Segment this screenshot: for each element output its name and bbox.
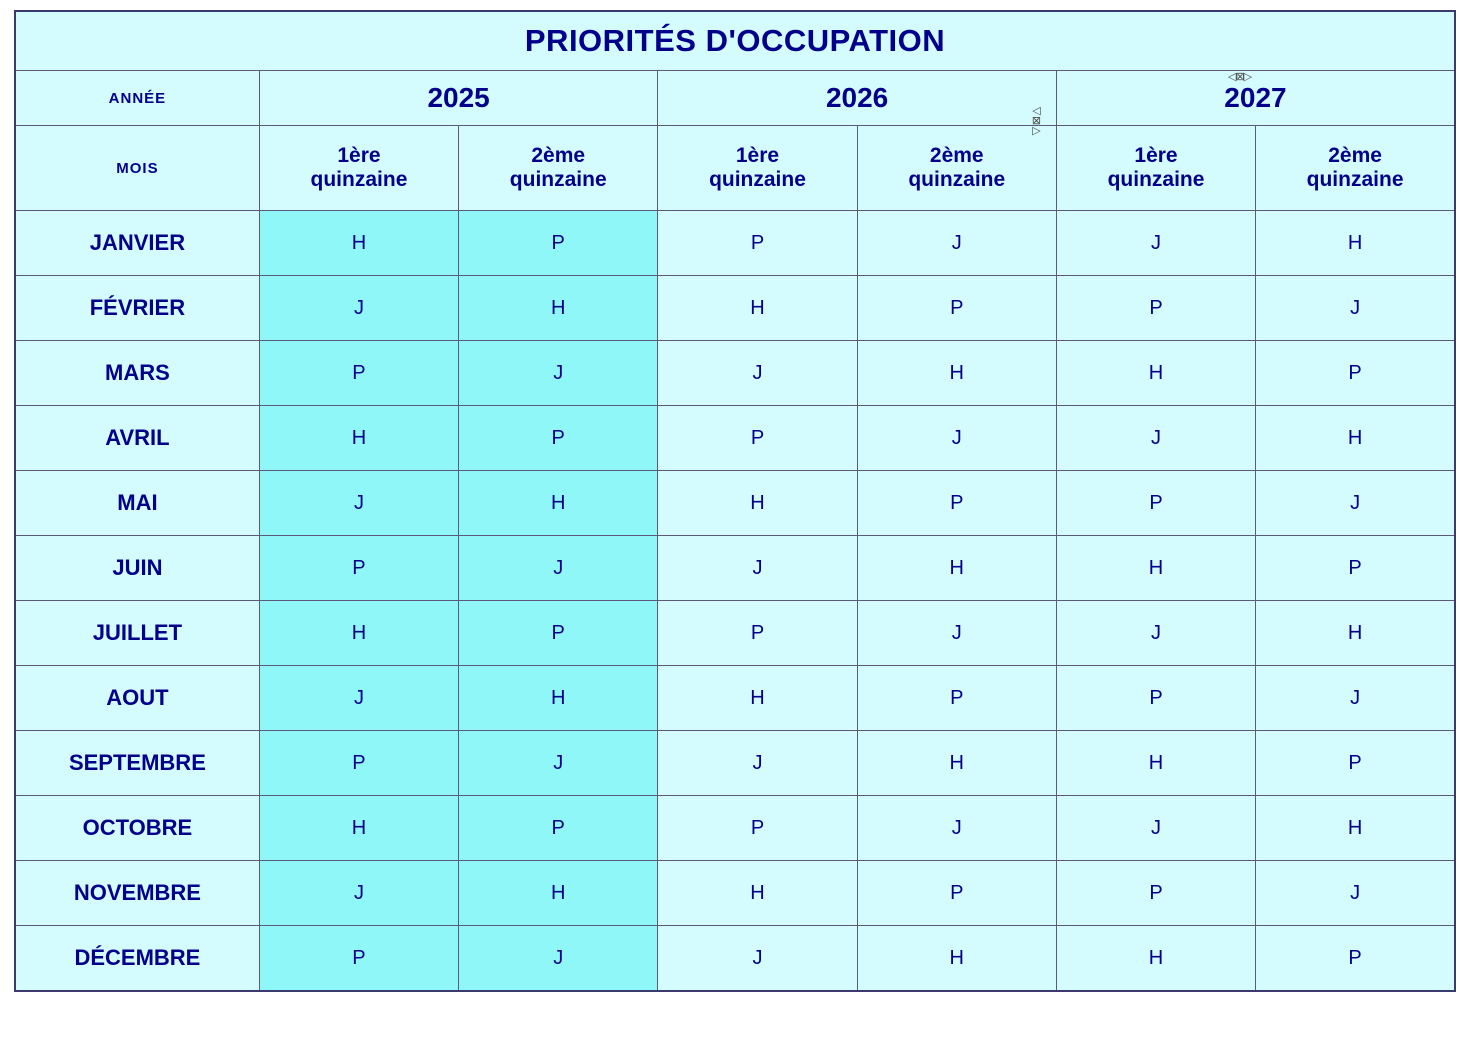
cell-value: H [857,731,1056,796]
cell-value: P [459,406,658,471]
row-resize-handle-icon[interactable]: ◁⊠▷ [1030,104,1042,137]
cell-value: H [1056,536,1255,601]
year-header-2027: 2027 [1056,71,1455,126]
table-row [15,406,1455,471]
table-row [15,211,1455,276]
table-row [15,796,1455,861]
cell-value: P [1256,341,1455,406]
cell-value: J [259,861,458,926]
table-row [15,341,1455,406]
month-label: OCTOBRE [15,796,259,861]
cell-value: H [1056,341,1255,406]
table-row [15,861,1455,926]
month-label: MARS [15,341,259,406]
cell-value: J [1256,276,1455,341]
cell-value: J [1056,796,1255,861]
half-header-2027-1 [1056,126,1255,211]
half-header-2025-1 [259,126,458,211]
year-header-2026: 2026 [658,71,1057,126]
cell-value: J [1256,471,1455,536]
half-header-line1: 1ère [337,143,381,167]
cell-value: H [857,926,1056,992]
cell-value: P [259,341,458,406]
page-title: PRIORITÉS D'OCCUPATION [15,11,1455,71]
cell-value: P [658,601,857,666]
half-header-line1: 1ère [735,143,780,167]
half-header-line2: quinzaine [908,168,1006,191]
cell-value: H [259,406,458,471]
half-header-line2: quinzaine [709,168,806,191]
cell-value: H [1056,731,1255,796]
cell-value: H [259,211,458,276]
cell-value: J [1256,861,1455,926]
month-label: AVRIL [15,406,259,471]
cell-value: P [857,276,1056,341]
header-mois-label: MOIS [15,126,259,211]
cell-value: H [259,796,458,861]
month-label: SEPTEMBRE [15,731,259,796]
cell-value: J [259,276,458,341]
table-row [15,666,1455,731]
half-header-2026-2 [857,126,1056,211]
half-header-line1: 2ème [1328,143,1382,167]
half-header-line2: quinzaine [1107,168,1205,191]
month-label: MAI [15,471,259,536]
cell-value: H [658,471,857,536]
cell-value: H [459,666,658,731]
month-label: JUIN [15,536,259,601]
half-header-line1: 2ème [531,143,586,167]
cell-value: P [459,796,658,861]
cell-value: H [1056,926,1255,992]
cell-value: J [857,796,1056,861]
cell-value: J [1056,601,1255,666]
cell-value: P [658,211,857,276]
month-label: NOVEMBRE [15,861,259,926]
half-header-line2: quinzaine [310,168,408,191]
cell-value: J [259,471,458,536]
cell-value: J [459,926,658,992]
cell-value: J [459,341,658,406]
month-label: FÉVRIER [15,276,259,341]
cell-value: H [459,276,658,341]
cell-value: P [1256,926,1455,992]
cell-value: P [857,861,1056,926]
cell-value: P [1256,731,1455,796]
cell-value: P [857,666,1056,731]
half-header-line2: quinzaine [509,168,607,191]
table-row [15,471,1455,536]
cell-value: P [658,796,857,861]
cell-value: H [857,341,1056,406]
half-header-line2: quinzaine [1306,168,1404,191]
table-row [15,731,1455,796]
half-header-2025-2 [459,126,658,211]
cell-value: H [1256,406,1455,471]
cell-value: P [1256,536,1455,601]
cell-value: J [459,731,658,796]
cell-value: P [1056,861,1255,926]
cell-value: J [1056,211,1255,276]
cell-value: P [459,601,658,666]
cell-value: J [658,731,857,796]
cell-value: J [857,211,1056,276]
cell-value: P [1056,666,1255,731]
table-row [15,276,1455,341]
cell-value: H [658,861,857,926]
half-header-line1: 2ème [929,143,984,167]
cell-value: P [857,471,1056,536]
cell-value: H [459,861,658,926]
cell-value: H [857,536,1056,601]
header-annee-label: ANNÉE [15,71,259,126]
cell-value: J [658,926,857,992]
half-header-line1: 1ère [1134,143,1178,167]
cell-value: J [259,666,458,731]
year-header-2025: 2025 [259,71,658,126]
cell-value: H [259,601,458,666]
month-label: JUILLET [15,601,259,666]
cell-value: P [658,406,857,471]
cell-value: J [658,341,857,406]
cell-value: H [459,471,658,536]
month-label: AOUT [15,666,259,731]
cell-value: P [259,731,458,796]
cell-value: P [1056,471,1255,536]
table-half-row [15,126,1455,211]
cell-value: J [857,406,1056,471]
cell-value: J [1256,666,1455,731]
table-row [15,926,1455,992]
cell-value: P [459,211,658,276]
table-row [15,601,1455,666]
half-header-2027-2 [1256,126,1455,211]
cell-value: P [259,536,458,601]
column-resize-handle-icon[interactable]: ◁⊠▷ [1228,71,1252,83]
month-label: DÉCEMBRE [15,926,259,992]
cell-value: H [658,276,857,341]
cell-value: J [658,536,857,601]
cell-value: H [1256,796,1455,861]
cell-value: H [1256,211,1455,276]
cell-value: J [459,536,658,601]
half-header-2026-1 [658,126,857,211]
cell-value: P [1056,276,1255,341]
cell-value: P [259,926,458,992]
cell-value: J [857,601,1056,666]
cell-value: J [1056,406,1255,471]
month-label: JANVIER [15,211,259,276]
table-title-row [15,11,1455,71]
priorities-table [14,10,1456,992]
cell-value: H [658,666,857,731]
table-row [15,536,1455,601]
cell-value: H [1256,601,1455,666]
